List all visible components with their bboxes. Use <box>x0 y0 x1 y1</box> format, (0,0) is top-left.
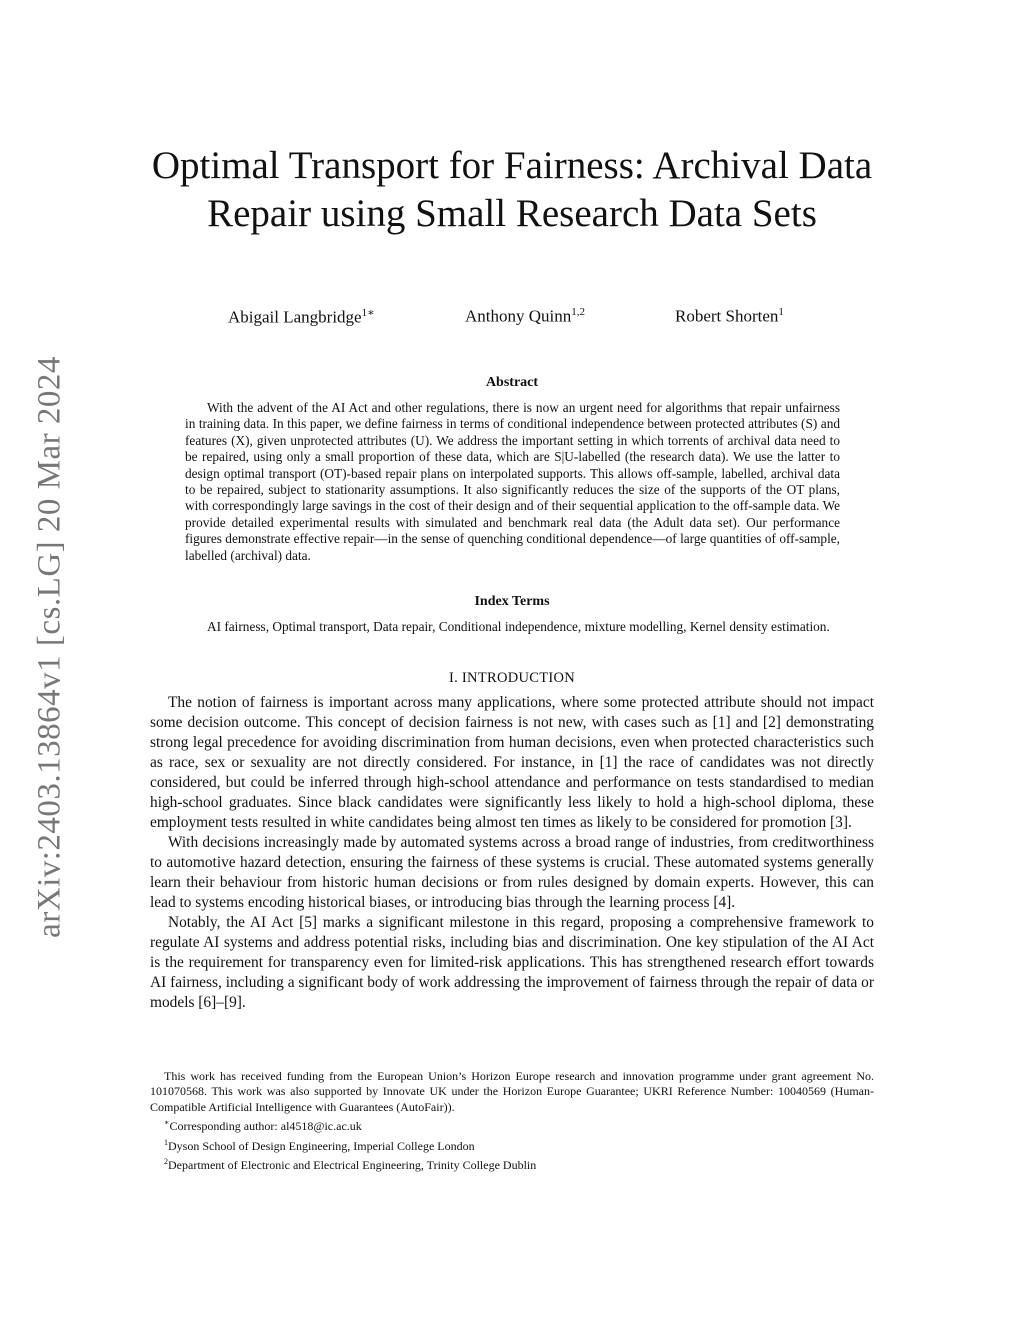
footnote-affiliation-2 <box>150 1154 874 1173</box>
body-paragraph: With decisions increasingly made by automated systems across a broad range of industries, from creditworthiness to automotive hazard detection, ensuring the fairness of these systems is crucial. These automated systems generally learn their behaviour from historic human decisions or from rules designed by domain experts. However, this can lead to systems encoding historical biases, or introducing bias through the learning process [4]. <box>150 834 874 911</box>
author-2 <box>465 306 585 327</box>
footnote-mark: 2 <box>164 1157 168 1167</box>
author-list <box>150 306 874 330</box>
paper-title: Optimal Transport for Fairness: Archival Data Repair using Small Research Data Sets <box>151 144 873 235</box>
body-paragraph: The notion of fairness is important across many applications, where some protected attribute should not impact some decision outcome. This concept of decision fairness is not new, with cases such as [1] and [2] demonstrating strong legal precedence for avoiding discrimination from human decisions, even when protected characteristics such as race, sex or sexuality are not directly considered. For instance, in [1] the race of candidates was not directly considered, but could be inferred through high-school attendance and performance on tests standardised to median high-school graduates. Since black candidates were significantly less likely to hold a high-school diploma, these employment tests resulted in white candidates being almost ten times as likely to be considered for promotion [3]. <box>150 694 874 831</box>
author-3 <box>675 306 784 327</box>
author-name: Robert Shorten <box>675 306 779 326</box>
section-heading-introduction: I. INTRODUCTION <box>448 670 576 686</box>
author-name: Anthony Quinn <box>465 306 572 326</box>
abstract-text: With the advent of the AI Act and other regulations, there is now an urgent need for algorithms that repair unfairness in training data. In this paper, we define fairness in terms of conditional independence between protected attributes (S) and features (X), given unprotected attributes (U). We address the important setting in which torrents of archival data need to be repaired, using only a small proportion of these data, which are S|U-labelled (the research data). We use the latter to design optimal transport (OT)-based repair plans on interpolated supports. This allows off-sample, labelled, archival data to be repaired, subject to stationarity assumptions. It also significantly reduces the size of the supports of the OT plans, with correspondingly large savings in the cost of their design and of their sequential application to the off-sample data. We provide detailed experimental results with simulated and benchmark real data (the Adult data set). Our performance figures demonstrate effective repair—in the sense of quenching conditional dependence—of large quantities of off-sample, labelled (archival) data. <box>185 400 840 563</box>
footnote-mark: 1 <box>164 1137 168 1147</box>
footnote-text: Corresponding author: al4518@ic.ac.uk <box>169 1119 362 1134</box>
footnotes <box>150 1069 874 1173</box>
arxiv-identifier-text: arXiv:2403.13864v1 [cs.LG] 20 Mar 2024 <box>31 356 68 938</box>
author-affiliation-mark: 1∗ <box>361 307 375 319</box>
body-paragraph: Notably, the AI Act [5] marks a significant milestone in this regard, proposing a comprehensive framework to regulate AI systems and address potential risks, including bias and discrimination. One key stipulation of the AI Act is the requirement for transparency even for limited-risk applications. This has strengthened research effort towards AI fairness, including a significant body of work addressing the improvement of fairness through the repair of data or models [6]–[9]. <box>150 914 874 1011</box>
abstract-heading: Abstract <box>485 375 539 390</box>
index-terms-heading: Index Terms <box>474 594 550 609</box>
footnote-corresponding-author <box>150 1115 874 1134</box>
arxiv-identifier-stamp <box>30 352 70 942</box>
author-affiliation-mark: 1,2 <box>571 306 585 318</box>
funding-footnote: This work has received funding from the European Union’s Horizon Europe research and innovation programme under grant agreement No. 101070568. This work was also supported by Innovate UK under the Horizon Europe Guarantee; UKRI Reference Number: 10040569 (Human-Compatible Artificial Intelligence with Guarantees (AutoFair)). <box>150 1069 874 1114</box>
index-terms-text: AI fairness, Optimal transport, Data repair, Conditional independence, mixture modelling, Kernel density estimation. <box>207 619 830 634</box>
footnote-mark: ∗ <box>164 1118 170 1128</box>
footnote-text: Dyson School of Design Engineering, Imperial College London <box>168 1138 475 1153</box>
author-1 <box>228 306 375 328</box>
author-affiliation-mark: 1 <box>778 306 784 318</box>
footnote-text: Department of Electronic and Electrical Engineering, Trinity College Dublin <box>168 1158 537 1173</box>
author-name: Abigail Langbridge <box>228 307 362 327</box>
footnote-affiliation-1 <box>150 1135 874 1154</box>
introduction-body <box>150 693 874 1013</box>
